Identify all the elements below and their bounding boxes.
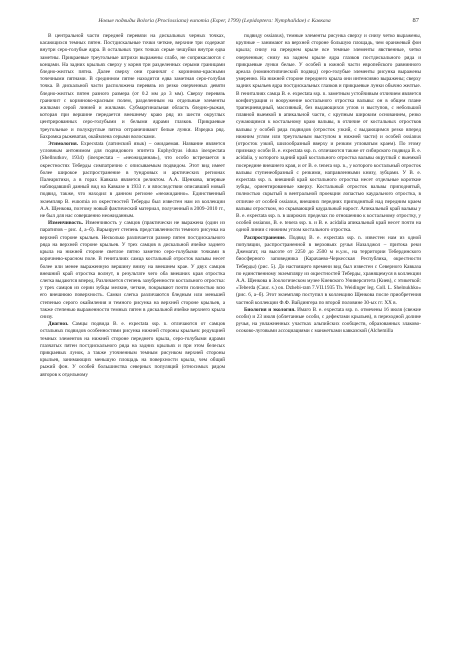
section-heading: Этимология. [48, 141, 78, 148]
paragraph [40, 220, 225, 321]
running-head [40, 15, 419, 27]
paragraph-text: Ехресstata (латинский язык) – ожидаемая. Название является условным антонимом для подвидового эпитета Euphydryas iduna inexpectata (Shellnutkov, 1934) (inexpectata – «неожиданная»), что особо встречается в окрестностях Теберды симпатрично с описываемым подвидом. Этот вид имеет более широкое распространение в тундровых и арктических регионах Палеарктики, а в горах Кавказа является реликтом. А.А. Щенкова, впервые наблюдавший данный вид на Кавказе в 1933 г. и впоследствии описавший новый подвид, также, что находил в данном регионе «неожиданно». Единственный экземпляр B. eunomia из окрестностей Теберды был известен нам из коллекции А.А. Щенкова, поэтому новый фактический материал, полученный в 2009–2010 гг., не был для нас совершенно неожиданным. [40, 141, 225, 220]
paragraph-text: подвиду ossianus), темные элементы рисунка сверху и снизу четко выражены, крупные – занимают на верхней стороне большую площадь, чем оранжевый фон крыла; снизу на переднем крыле все темные элементы явственные, четко очерченные; снизу на заднем крыле ядра глазков постдискального ряда и прикраевые лунки белые. У особей в южной части европейского равнинного ареала (номинотипический подвид) серо-голубые элементы рисунка выражены умеренно. На нижней стороне переднего крыла они интенсивно выражены; сверху задних крыльев ядра постдискальных глазков и прикраевые лунки обычно желтые. В гениталиях самца B. e. expectata ssp. n. заметным устойчивым отличием является конфигурация и вооружение костального отростка вальвы: он в общем плане трапециевидный, массивный, без выдающихся углов и выступов, с небольшой плавной выемкой в апикальной части, с крупным широким основанием, резко сужающимся к костальному краю вальвы, в отличие от костальных отростков вальвы у особей ряда подвидов (отросток узкий, с выдающимся резко вперед нижним углом или треугольным выступом в нижней части) и особей ossianus (отросток узкий, шилообразный вверху и резким угловатым краем). По этому признаку особи B. e. expectata ssp. n. отличаются также от сибирского подвида B. e. acidalia, у которого задний край костального отростка вальвы округлый с выемкой посередине внешнего края, и от B. e. tenera ssp. n., у которого костальный отросток вальвы ступенеобразный с резкими, направленными книзу, зубцами. У B. e. expectata ssp. n. внешний край костального отростка несет отдельные короткие зубцы, ориентированные кверху. Костальный отросток вальвы приподнятый, полностью скрытый в вентральной проекции лопастью каудального отростка, в отличие от особей ossianus, внешних передних приподнятый над передним краем вальвы отростком, но скрывающий каудальный нарост. Апикальный край вальвы у B. e. expectata ssp. n. в широких пределах по отношению к костальному отростку, у особей ossianus, B. e. tenera ssp. n. и B. e. acidalia апикальный край несет почти на одной линии с нижним углом костального отростка. [236, 33, 421, 234]
paragraph-text: Изменчивость у самцов (практически не выражена (один из паратипов – рис. 4, а–б). Варьирует степень представленности темного рисунка на верхней стороне крыльев. Несколько различается размер пятен постдискального ряда на верхней стороне крыльев. У трех самцов в дискальной ячейке заднего крыла на нижней стороне светлое пятно заметно серо-голубыми точками в коричнево-красном поле. В гениталиях самца костальный отросток вальвы несет более или менее выраженную вершину внизу на внешнем крае. У двух самцов внешний край отростка волнут, в результате чего оба внешних края отростка слегка выдаются вперед. Различается степень зазубренности костального отростка: у трех самцов из серии зубцы мелкие, четкие, покрывают почти полностью всю его внешнюю поверхность. Самки слегка различаются бледным или меньшей степенью серого окаймления и темного рисунка на верхней стороне крыльев, а также степенью выраженности темных пятен в дискальной ячейке верхнего крыла снизу. [40, 220, 225, 320]
running-title: Новые подвиды Boloria (Proclossiana) eunomia (Esper, 1799) (Lepidoptera: Nymphalidae) с Кавказа [98, 18, 331, 24]
paragraph-text: Имаго B. e. expectata ssp. n. отмечены 16 июля (свежие особи) и 23 июля (облетанные особи, с дефектами крыльев), в переходной долине ручья, на увлажненных участках альпийских сообществ, образованных злаково-осоково-луговыми ассоциациями с манжетками кавказской (Alchemilla [236, 306, 421, 335]
paragraph [236, 307, 421, 336]
paragraph-text: Подвид B. e. expectata ssp. n. известен нам из одной популяции, распространенной в верховьях ручья Назалджол – притока реки Джемагат, на высоте от 2250 до 2500 м н.у.м., на территории Тебердинского биосферного заповедника (Карачаево-Черкесская Республика, окрестности Теберды) (рис. 5). До настоящего времени вид был известен с Северного Кавказа по единственному экземпляру из окрестностей Теберды, хранящемуся в коллекции А.А. Щенкова в Зоологическом музее Киевского Университета (Киев), с этикеткой: «Teberda (Cauc. s.) on. Dzhebi-ram 7.VII.1935 Th. Weidinger leg. Coll. L. Shelnukhko» (рис. 6, а–б). Этот экземпляр поступил в коллекцию Щенкова после приобретения частной коллекции Ф.Ф. Вайдингера по второй половине 30-ых гг. XX в. [236, 234, 421, 306]
page-number: 87 [412, 17, 419, 24]
paragraph [40, 141, 225, 220]
right-column [236, 33, 421, 633]
paragraph-text: Самцы подвида B. e. expectata ssp. n. отличаются от самцов остальных подвидов особенностями рисунка нижней стороны крыльев: редукцией темных элементов на нижней стороне переднего крыла, серо-голубыми ядрами глазчатых пятен постдискального ряда на задних крыльях и при этом белесых прикраевых лунок, а также уточненным темным рисунком верхней стороны крыльев, занимающих меньшую площадь на поверхности крыла, чем общий рыжий фон. У особей большинства северных популяций (относимых рядом авторов к отдельному [40, 321, 225, 378]
section-heading: Распространение. [244, 234, 286, 241]
section-heading: Биология и экология. [244, 306, 296, 313]
paragraph [236, 235, 421, 307]
two-column-body [40, 33, 421, 633]
paragraph [40, 321, 225, 379]
paragraph [236, 33, 421, 235]
paragraph [40, 33, 225, 141]
left-column [40, 33, 225, 633]
section-heading: Изменчивость. [48, 220, 84, 227]
section-heading: Диагноз. [48, 321, 69, 328]
paragraph-text: В центральной части передней перевязи на дискальных черных точках, касающихся темных пятен. Постдискальные точки четкие, верхние три содержат внутри серо-голубые ядра. В остальных трех точках серые чешуйки внутри едва заметны. Прикраевые треугольные штрихи выражены слабо, не соприкасаются с концами. На задних крыльях сверху у корня три разделенных серыми границами бледно-желтых пятна. Далее сверху они граничат с корзиново-красными точечными пятнами. В срединном пятне находится едва заметная серо-голубая точка. В дискальной части расположена перевязь из резко очерченных девяти бледно-желтых пятен разного размера (от 0.2 мм до 3 мм). Сверху перевязь граничит с корзиново-красным полем, разделенным на отдельные элементы жилками серой линией и жилками. Субмаргинальная область бледно-рыжая, которая при вершине передается внешнему краю ряд из шести округлых центрированных серо-голубыми и белыми ядрами глазков. Прикраевые треугольные и полукруглые пятна отграничивают белые лунки. Изредка ряд. Бахромка рыжеватая, окаймлена серыми волосками. [40, 33, 225, 140]
